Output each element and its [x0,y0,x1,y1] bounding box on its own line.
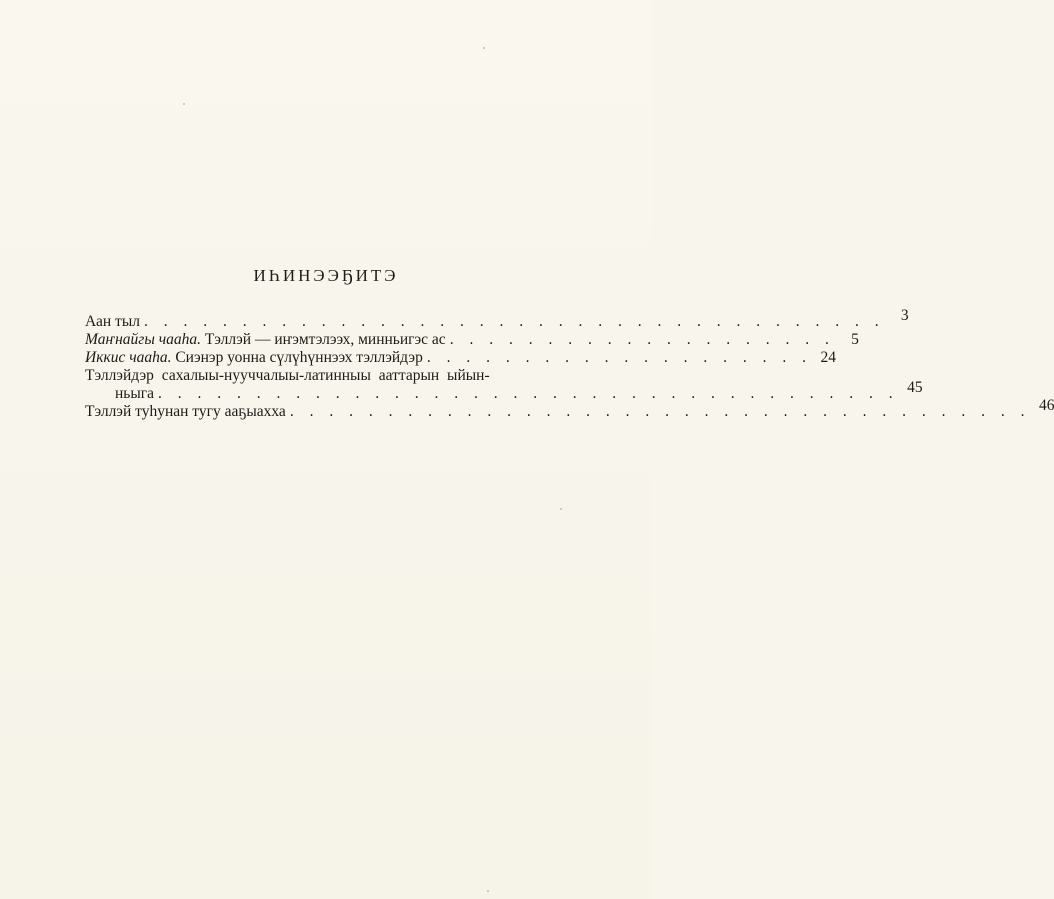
toc-entry [85,367,923,403]
contents-heading: ИҺИНЭЭҔИТЭ [253,266,399,285]
toc-page-number: 24 [820,349,836,366]
toc-entry-title: Тэллэй туһунан тугу ааҕыахха [85,403,286,420]
toc-page-number: 5 [851,331,859,348]
paper-speck [483,47,485,49]
paper-speck [560,508,562,510]
dot-leader: . . . . . . . . . . . . . . . . . . . . . . . . . . . . . . . . . . . . . . [143,313,885,330]
toc-entry-title: Тэллэйдэр сахалыы-нууччалыы-латинныы ааттарын ыйын- [85,367,490,384]
toc-entry [85,307,909,331]
table-of-contents [85,307,1054,421]
toc-entry-subtitle: Тэллэй — иҥэмтэлээх, минньигэс ас [204,331,446,348]
dot-leader: . . . . . . . . . . . . . . . . . . . . [449,331,835,348]
toc-page-number: 46 [1038,397,1054,414]
toc-entry-title: Аан тыл [85,313,140,330]
toc-entry-title-continued: ньыга [115,385,155,402]
toc-entry-title [85,349,423,367]
toc-entry [85,397,1054,421]
toc-entry-subtitle: Сиэнэр уонна сүлүһүннээх тэллэйдэр [175,349,423,366]
toc-page-number: 3 [900,307,909,324]
paper-speck [487,890,489,892]
dot-leader: . . . . . . . . . . . . . . . . . . . . . . . . . . . . . . . . . . . . . . [158,385,899,402]
toc-entry-part: Маҥнайгы чааһа. [85,331,201,348]
toc-entry [85,331,859,349]
toc-page-number: 45 [907,379,923,396]
dot-leader: . . . . . . . . . . . . . . . . . . . . . . . . . . . . . . . . . . . . . . [289,403,1031,420]
paper-speck [183,103,185,105]
toc-entry-part: Иккис чааһа. [85,349,172,366]
dot-leader: . . . . . . . . . . . . . . . . . . . . [426,349,812,366]
toc-entry [85,349,836,367]
toc-entry-title [85,331,446,349]
